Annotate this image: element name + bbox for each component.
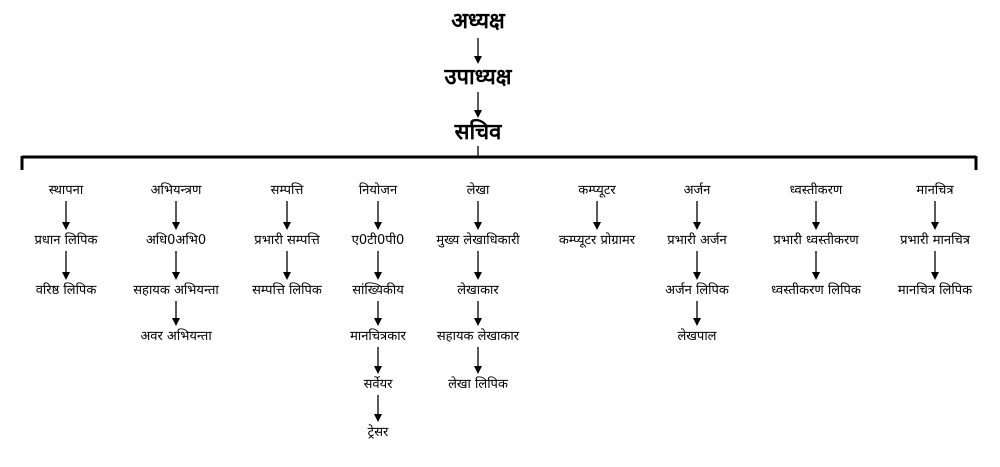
- role-node: अर्जन लिपिक: [665, 283, 729, 298]
- department-name: कम्प्यूटर: [578, 183, 616, 198]
- secretary-node: सचिव: [454, 120, 502, 145]
- department-name: मानचित्र: [916, 183, 954, 198]
- role-node: सहायक अभियन्ता: [133, 283, 219, 298]
- role-node: कम्प्यूटर प्रोग्रामर: [558, 233, 636, 248]
- department-name: अर्जन: [683, 183, 711, 198]
- department-column: [34, 183, 98, 298]
- role-node: अवर अभियन्ता: [140, 329, 212, 344]
- role-node: प्रभारी ध्वस्तीकरण: [773, 233, 859, 248]
- department-name: अभियन्त्रण: [150, 183, 202, 198]
- role-node: लेखाकार: [457, 283, 499, 298]
- departments: [34, 182, 973, 440]
- role-node: प्रधान लिपिक: [34, 233, 98, 248]
- role-node: प्रभारी मानचित्र: [900, 233, 970, 248]
- department-name: स्थापना: [48, 183, 84, 198]
- role-node: लेखा लिपिक: [448, 377, 508, 392]
- department-name: ध्वस्तीकरण: [789, 183, 843, 198]
- role-node: सम्पत्ति लिपिक: [252, 283, 322, 298]
- chairman-node: अध्यक्ष: [451, 9, 505, 34]
- role-node: प्रभारी सम्पत्ति: [254, 233, 320, 248]
- department-column: [252, 182, 323, 298]
- role-node: लेखपाल: [677, 329, 717, 344]
- department-column: [898, 182, 973, 298]
- role-node: सहायक लेखाकार: [436, 329, 520, 344]
- role-node: प्रभारी अर्जन: [667, 233, 727, 248]
- department-name: सम्पत्ति: [270, 183, 304, 198]
- department-column: [559, 183, 636, 248]
- department-column: [436, 182, 520, 392]
- department-name: नियोजन: [358, 183, 398, 198]
- role-node: ए0टी0पी0: [351, 233, 405, 248]
- role-node: मुख्य लेखाधिकारी: [436, 233, 520, 248]
- role-node: ट्रेसर: [367, 425, 389, 440]
- role-node: मानचित्रकार: [350, 329, 406, 344]
- department-name: लेखा: [466, 183, 490, 198]
- role-node: सर्वेयर: [363, 377, 393, 392]
- role-node: सांख्यिकीय: [352, 283, 404, 298]
- department-column: [350, 182, 407, 440]
- department-column: [133, 182, 219, 344]
- role-node: वरिष्ठ लिपिक: [35, 283, 97, 298]
- vice-chairman-node: उपाध्यक्ष: [444, 65, 512, 90]
- role-node: ध्वस्तीकरण लिपिक: [771, 283, 861, 298]
- role-node: मानचित्र लिपिक: [897, 283, 973, 298]
- role-node: अधि0अभि0: [145, 233, 207, 248]
- department-column: [771, 182, 862, 298]
- department-column: [665, 182, 730, 344]
